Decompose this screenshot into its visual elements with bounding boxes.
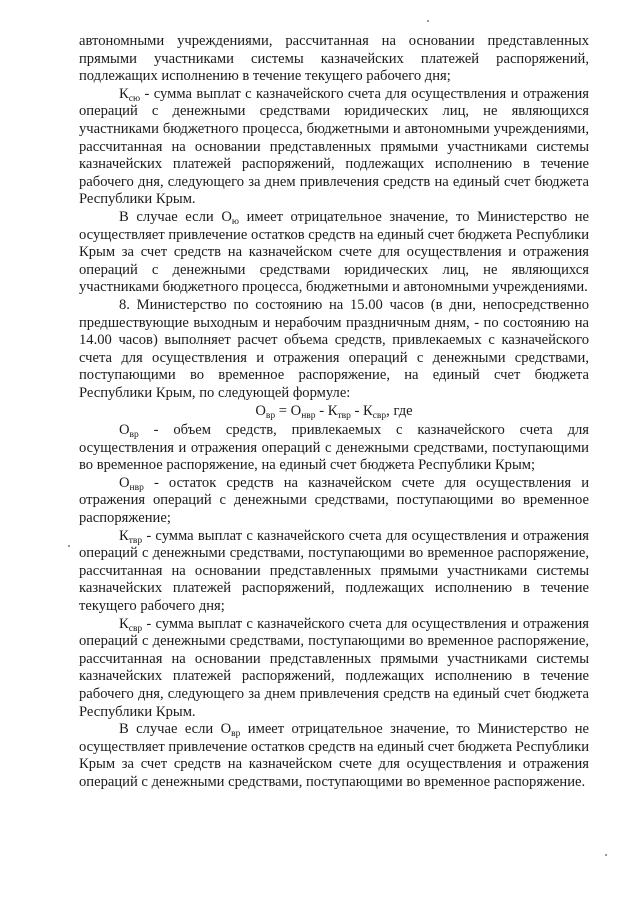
text-run: О [255, 403, 266, 420]
paragraph [79, 209, 589, 297]
text-run: - К [350, 403, 373, 420]
subscript: нвр [301, 411, 316, 422]
text-run: В случае если О [119, 208, 232, 225]
text-run: = О [275, 403, 302, 420]
text-run: автономными учреждениями, рассчитанная на основании представленных прямыми участниками системы казначейских платежей распоряжений, подлежащих исполнению в течение текущего рабочего дня; [79, 33, 589, 85]
scan-speck [605, 854, 607, 856]
text-run: В случае если О [119, 721, 232, 738]
text-run: О [119, 474, 130, 491]
text-run: имеет отрицательное значение, то Министерство не осуществляет привлечение остатков средств на единый счет бюджета Республики Крым за счет средств на казначейском счете для осуществления и отражения операций с денежными средствами юридических лиц, не являющихся участниками бюджетного процесса, бюджетными и автономными учреждениями. [79, 208, 590, 296]
text-run: О [119, 422, 130, 439]
text-run: - сумма выплат с казначейского счета для осуществления и отражения операций с денежными средствами, поступающими во временное распоряжение, рассчитанная на основании представленных прямыми участниками системы казначейских платежей распоряжений, подлежащих исполнению в течение рабочего дня, следующего за днем привлечения средств на единый счет бюджета Республики Крым. [79, 615, 589, 720]
text-run: К [119, 527, 129, 544]
text-run: - К [315, 403, 338, 420]
subscript: сю [128, 93, 141, 104]
scan-speck [68, 545, 70, 547]
scan-speck [427, 20, 429, 22]
text-run: К [119, 615, 129, 632]
paragraph [79, 33, 589, 86]
paragraph [79, 422, 589, 475]
subscript: вр [129, 430, 139, 441]
subscript: свр [128, 623, 143, 634]
document-page [79, 33, 589, 792]
text-run: 8. Министерство по состоянию на 15.00 часов (в дни, непосредственно предшествующие выходным и нерабочим праздничным дням, - по состоянию на 14.00 часов) выполняет расчет объема средств, привлекаемых с казначейского счета для осуществления и отражения операций с денежными средствами, поступающими во временное распоряжение, на единый счет бюджета Республики Крым, по следующей формуле: [79, 296, 589, 401]
subscript: твр [128, 535, 143, 546]
paragraph [79, 475, 589, 528]
text-run: - объем средств, привлекаемых с казначейского счета для осуществления и отражения операций с денежными средствами, поступающими во временное распоряжение, на единый счет бюджета Республики Крым; [79, 422, 589, 474]
paragraph [79, 616, 589, 722]
subscript: нвр [129, 482, 144, 493]
paragraph [79, 721, 589, 791]
paragraph [79, 86, 589, 209]
paragraph [79, 297, 589, 403]
subscript: вр [265, 411, 276, 422]
subscript: вр [231, 729, 241, 740]
subscript: свр [372, 411, 387, 422]
subscript: ю [231, 216, 239, 227]
text-run: - остаток средств на казначейском счете для осуществления и отражения операций с денежными средствами, поступающими во временное распоряжение; [79, 474, 589, 527]
text-run: имеет отрицательное значение, то Министерство не осуществляет привлечение остатков средств на единый счет бюджета Республики Крым за счет средств на казначейском счете для осуществления и отражения операций с денежными средствами, поступающими во временное распоряжение. [79, 721, 590, 790]
text-run: , где [386, 403, 413, 420]
text-run: К [119, 85, 129, 102]
text-run: - сумма выплат с казначейского счета для осуществления и отражения операций с денежными средствами юридических лиц, не являющихся участниками бюджетного процесса, бюджетными и автономными учреждениями, рассчитанная на основании представленных прямыми участниками системы казначейских платежей распоряжений, подлежащих исполнению в течение рабочего дня, следующего за днем привлечения средств на единый счет бюджета Республики Крым. [79, 85, 589, 208]
text-run: - сумма выплат с казначейского счета для осуществления и отражения операций с денежными средствами, поступающими во временное распоряжение, рассчитанная на основании представленных прямыми участниками системы казначейских платежей распоряжений, подлежащих исполнению в течение текущего рабочего дня; [79, 527, 589, 614]
paragraph [79, 528, 589, 616]
subscript: твр [337, 411, 351, 422]
formula-line [79, 403, 589, 421]
